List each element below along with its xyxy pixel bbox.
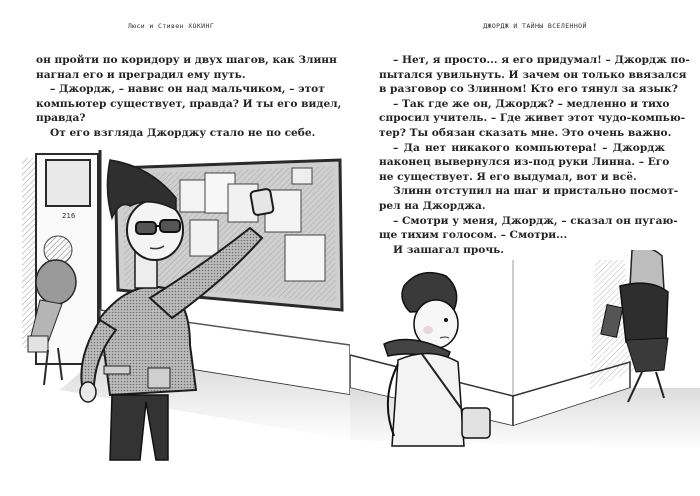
text-line: тер? Ты обязан сказать мне. Это очень важно.	[379, 126, 672, 139]
text-line: в разговор со Злинном! Кто его тянул за язык?	[379, 83, 678, 96]
left-page-text	[36, 53, 342, 141]
door-number: 216	[62, 212, 76, 220]
text-line: – Так где же он, Джордж? – медленно и тихо	[393, 97, 670, 110]
text-line: пытался увильнуть. И зачем он только ввязался	[379, 68, 687, 81]
text-line: спросил учитель. – Где живет этот чудо-компью-	[379, 112, 686, 125]
illustration-george-corridor	[350, 250, 700, 496]
pencil-drawing-icon	[350, 250, 700, 496]
text-line: – Смотри у меня, Джордж, – сказал он пугаю-	[393, 214, 678, 227]
text-line: нагнал его и преградил ему путь.	[36, 68, 246, 81]
text-line: он пройти по коридору и двух шагов, как Злинн	[36, 54, 337, 66]
text-line: правда?	[36, 112, 86, 125]
right-page	[350, 0, 700, 496]
right-page-text	[379, 53, 690, 257]
text-line: ще тихим голосом. – Смотри...	[379, 229, 568, 242]
text-line: компьютер существует, правда? И ты его видел,	[36, 97, 342, 110]
text-line: – Да нет никакого компьютера! – Джордж	[393, 141, 665, 154]
text-line: От его взгляда Джорджу стало не по себе.	[50, 126, 316, 139]
text-line: наконец вывернулся из-под руки Линна. – Его	[379, 156, 670, 169]
text-line: не существует. Я его выдумал, вот и всё.	[379, 170, 637, 183]
running-head-author: Люси и Стивен ХОКИНГ	[127, 22, 215, 30]
running-head-title: ДЖОРДЖ И ТАЙНЫ ВСЕЛЕННОЙ	[483, 22, 587, 30]
text-line: – Джордж, – навис он над мальчиком, – этот	[50, 83, 325, 96]
text-line: – Нет, я просто... я его придумал! – Джордж по-	[393, 54, 690, 66]
text-line: И зашагал прочь.	[393, 243, 504, 256]
text-line: Злинн отступил на шаг и пристально посмот-	[393, 185, 679, 198]
pencil-drawing-icon	[0, 140, 350, 496]
text-line: рел на Джорджа.	[379, 199, 486, 212]
illustration-teacher-notice-board	[0, 140, 350, 496]
